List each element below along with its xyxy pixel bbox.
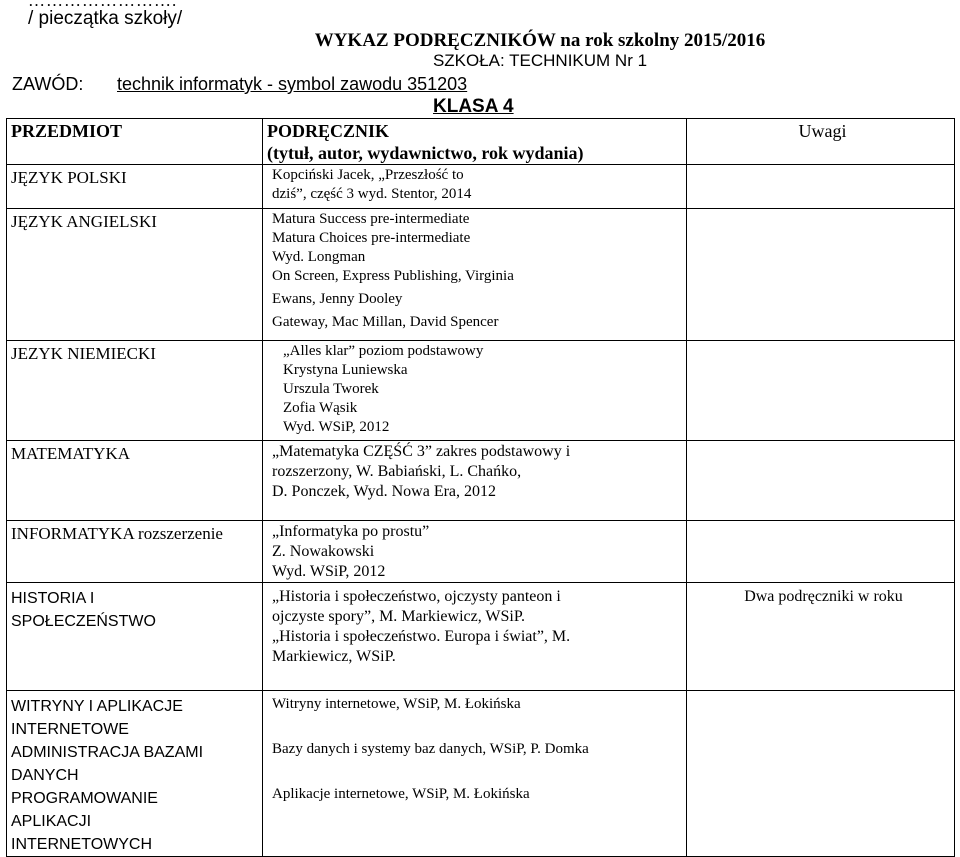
table-row xyxy=(7,583,955,691)
subject-cell: WITRYNY I APLIKACJE INTERNETOWE ADMINISTRACJA BAZAMI DANYCH PROGRAMOWANIE APLIKACJI INTERNETOWYCH xyxy=(7,691,263,857)
book-cell: Kopciński Jacek, „Przeszłość to dziś”, część 3 wyd. Stentor, 2014 xyxy=(263,165,687,209)
table-row xyxy=(7,441,955,521)
book-cell: „Matematyka CZĘŚĆ 3” zakres podstawowy i rozszerzony, W. Babiański, L. Chańko, D. Ponczek, Wyd. Nowa Era, 2012 xyxy=(263,441,687,521)
school-name: SZKOŁA: TECHNIKUM Nr 1 xyxy=(432,51,648,70)
table-row xyxy=(7,209,955,341)
document-title: WYKAZ PODRĘCZNIKÓW na rok szkolny 2015/2016 xyxy=(314,30,766,51)
notes-cell xyxy=(687,583,955,691)
header-notes: Uwagi xyxy=(687,119,955,165)
subject-cell: INFORMATYKA rozszerzenie xyxy=(7,521,263,583)
header-book: PODRĘCZNIK (tytuł, autor, wydawnictwo, rok wydania) xyxy=(263,119,687,165)
book-cell: „Historia i społeczeństwo, ojczysty panteon i ojczyste spory”, M. Markiewicz, WSiP. „Historia i społeczeństwo. Europa i świat”, M. Markiewicz, WSiP. xyxy=(263,583,687,691)
notes-cell xyxy=(687,209,955,341)
subject-cell: MATEMATYKA xyxy=(7,441,263,521)
notes-cell xyxy=(687,341,955,441)
profession-value: technik informatyk - symbol zawodu 351203 xyxy=(117,74,468,94)
notes-text: Dwa podręczniki w roku xyxy=(744,588,903,605)
profession-label: ZAWÓD: xyxy=(12,74,84,94)
school-stamp-label: / pieczątka szkoły/ xyxy=(28,8,183,29)
notes-cell xyxy=(687,441,955,521)
table-row xyxy=(7,165,955,209)
subject-cell: JĘZYK ANGIELSKI xyxy=(7,209,263,341)
subject-cell: HISTORIA I SPOŁECZEŃSTWO xyxy=(7,583,263,691)
subject-cell: JĘZYK POLSKI xyxy=(7,165,263,209)
book-cell: „Informatyka po prostu” Z. Nowakowski Wyd. WSiP, 2012 xyxy=(263,521,687,583)
class-label: KLASA 4 xyxy=(433,96,514,117)
table-row xyxy=(7,341,955,441)
subject-cell: JEZYK NIEMIECKI xyxy=(7,341,263,441)
table-header-row xyxy=(7,119,955,165)
notes-cell xyxy=(687,521,955,583)
signature-dots: ……………………. xyxy=(28,0,178,10)
table-row xyxy=(7,691,955,857)
textbook-table xyxy=(6,118,955,857)
table-row xyxy=(7,521,955,583)
header-subject: PRZEDMIOT xyxy=(7,119,263,165)
notes-cell xyxy=(687,691,955,857)
book-cell: Witryny internetowe, WSiP, M. Łokińska Bazy danych i systemy baz danych, WSiP, P. Domka Aplikacje internetowe, WSiP, M. Łokińska xyxy=(263,691,687,857)
book-cell: „Alles klar” poziom podstawowy Krystyna Luniewska Urszula Tworek Zofia Wąsik Wyd. WSiP, 2012 xyxy=(263,341,687,441)
notes-cell xyxy=(687,165,955,209)
book-cell: Matura Success pre-intermediate Matura Choices pre-intermediate Wyd. Longman On Screen, Express Publishing, Virginia Ewans, Jenny Dooley Gateway, Mac Millan, David Spencer xyxy=(263,209,687,341)
